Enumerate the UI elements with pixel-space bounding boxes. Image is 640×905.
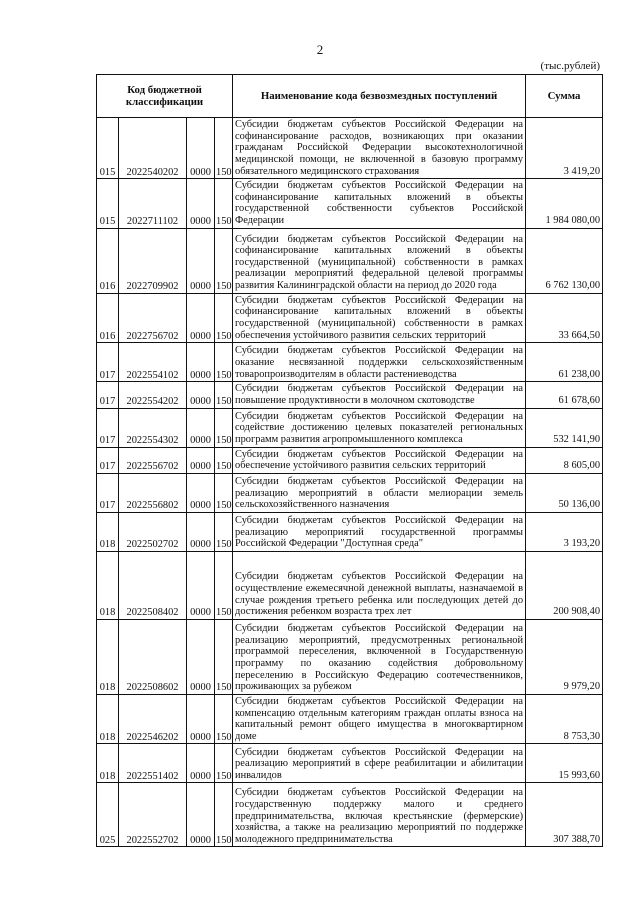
program-code-cell: 0000 [187,179,215,229]
table-row [97,447,603,473]
budget-code-cell: 2022502702 [119,512,187,551]
table-body [97,118,603,847]
budget-code-cell: 2022554302 [119,408,187,447]
program-code-cell: 0000 [187,694,215,744]
table-row [97,118,603,179]
sum-cell: 9 979,20 [526,619,603,694]
description-cell [233,783,526,847]
sum-cell: 8 605,00 [526,447,603,473]
admin-code-cell: 018 [97,619,119,694]
table-row [97,551,603,619]
description-cell [233,179,526,229]
kosgu-code-cell: 150 [215,293,233,343]
budget-code-cell: 2022756702 [119,293,187,343]
table-row [97,512,603,551]
budget-code-cell: 2022709902 [119,228,187,293]
program-code-cell: 0000 [187,512,215,551]
admin-code-cell: 017 [97,447,119,473]
sum-cell: 6 762 130,00 [526,228,603,293]
header-sum: Сумма [526,75,603,118]
description-text: Субсидии бюджетам субъектов Российской Федерации на софинансирование капитальных вложений в объекты государственной (муниципальной) собственности в рамках обеспечения устойчивого развития сельских территорий [235,294,524,341]
table-row [97,744,603,783]
description-text: Субсидии бюджетам субъектов Российской Федерации на содействие достижению целевых показателей региональных программ развития агропромышленного комплекса [235,410,524,445]
kosgu-code-cell: 150 [215,512,233,551]
description-cell [233,551,526,619]
program-code-cell: 0000 [187,228,215,293]
budget-code-cell: 2022540202 [119,118,187,179]
table-row [97,408,603,447]
sum-cell: 200 908,40 [526,551,603,619]
header-name: Наименование кода безвозмездных поступлений [233,75,526,118]
description-text: Субсидии бюджетам субъектов Российской Федерации на оказание несвязанной поддержки сельскохозяйственным товаропроизводителям в области растениеводства [235,345,524,380]
revenue-table [96,74,603,847]
sum-cell: 61 238,00 [526,343,603,382]
table-row [97,382,603,408]
table-row [97,179,603,229]
sum-cell: 1 984 080,00 [526,179,603,229]
kosgu-code-cell: 150 [215,447,233,473]
sum-cell: 50 136,00 [526,473,603,512]
sum-cell: 3 419,20 [526,118,603,179]
admin-code-cell: 017 [97,408,119,447]
admin-code-cell: 015 [97,179,119,229]
admin-code-cell: 025 [97,783,119,847]
kosgu-code-cell: 150 [215,408,233,447]
table-row [97,228,603,293]
program-code-cell: 0000 [187,619,215,694]
sum-cell: 532 141,90 [526,408,603,447]
table-header-row [97,75,603,118]
program-code-cell: 0000 [187,744,215,783]
description-cell [233,619,526,694]
program-code-cell: 0000 [187,118,215,179]
description-cell [233,343,526,382]
budget-code-cell: 2022711102 [119,179,187,229]
sum-cell: 15 993,60 [526,744,603,783]
description-text: Субсидии бюджетам субъектов Российской Федерации на обеспечение устойчивого развития сельских территорий [235,448,524,472]
sum-cell: 3 193,20 [526,512,603,551]
description-text: Субсидии бюджетам субъектов Российской Федерации на компенсацию отдельным категориям граждан оплаты взноса на капитальный ремонт общего имущества в многоквартирном доме [235,695,524,742]
kosgu-code-cell: 150 [215,179,233,229]
program-code-cell: 0000 [187,447,215,473]
kosgu-code-cell: 150 [215,382,233,408]
description-cell [233,447,526,473]
description-text: Субсидии бюджетам субъектов Российской Федерации на реализацию мероприятий, предусмотренных региональной программой переселения, включенной в Государственную программу по оказанию содействия добровольному переселению в Российскую Федерацию соотечественников, проживающих за рубежом [235,623,524,693]
description-cell [233,293,526,343]
budget-code-cell: 2022556702 [119,447,187,473]
description-cell [233,744,526,783]
admin-code-cell: 016 [97,293,119,343]
budget-code-cell: 2022508402 [119,551,187,619]
budget-code-cell: 2022554102 [119,343,187,382]
header-code: Код бюджетной классификации [97,75,233,118]
admin-code-cell: 015 [97,118,119,179]
description-text: Субсидии бюджетам субъектов Российской Федерации на реализацию мероприятий государственной программы Российской Федерации "Доступная среда" [235,514,524,550]
description-cell [233,118,526,179]
program-code-cell: 0000 [187,408,215,447]
description-text: Субсидии бюджетам субъектов Российской Федерации на осуществление ежемесячной денежной выплаты, назначаемой в случае рождения третьего ребенка или последующих детей до достижения ребенком возраста трех лет [235,571,524,618]
description-text: Субсидии бюджетам субъектов Российской Федерации на государственную поддержку малого и среднего предпринимательства, включая крестьянские (фермерские) хозяйства, а также на реализацию мероприятий по поддержке молодежного предпринимательства [235,787,524,845]
admin-code-cell: 018 [97,744,119,783]
budget-code-cell: 2022508602 [119,619,187,694]
budget-code-cell: 2022546202 [119,694,187,744]
admin-code-cell: 017 [97,473,119,512]
budget-code-cell: 2022556802 [119,473,187,512]
kosgu-code-cell: 150 [215,343,233,382]
description-text: Субсидии бюджетам субъектов Российской Федерации на реализацию мероприятий в сфере реабилитации и абилитации инвалидов [235,746,524,781]
admin-code-cell: 016 [97,228,119,293]
sum-cell: 61 678,60 [526,382,603,408]
sum-cell: 33 664,50 [526,293,603,343]
description-cell [233,382,526,408]
admin-code-cell: 018 [97,512,119,551]
kosgu-code-cell: 150 [215,744,233,783]
program-code-cell: 0000 [187,473,215,512]
description-cell [233,512,526,551]
program-code-cell: 0000 [187,551,215,619]
page-number: 2 [316,42,324,57]
kosgu-code-cell: 150 [215,228,233,293]
table-row [97,293,603,343]
table-row [97,694,603,744]
table-row [97,783,603,847]
table-row [97,473,603,512]
program-code-cell: 0000 [187,382,215,408]
description-cell [233,228,526,293]
program-code-cell: 0000 [187,783,215,847]
budget-code-cell: 2022551402 [119,744,187,783]
kosgu-code-cell: 150 [215,619,233,694]
table-row [97,619,603,694]
budget-code-cell: 2022552702 [119,783,187,847]
sum-cell: 307 388,70 [526,783,603,847]
description-text: Субсидии бюджетам субъектов Российской Федерации на софинансирование капитальных вложений в объекты государственной собственности субъектов Российской Федерации [235,180,524,227]
budget-code-cell: 2022554202 [119,382,187,408]
admin-code-cell: 018 [97,551,119,619]
description-text: Субсидии бюджетам субъектов Российской Федерации на софинансирование капитальных вложений в объекты государственной (муниципальной) собственности в рамках реализации мероприятий федеральной целевой программы развития Калининградской области на период до 2020 года [235,233,524,292]
description-text: Субсидии бюджетам субъектов Российской Федерации на софинансирование расходов, возникающих при оказании гражданам Российской Федерации высокотехнологичной медицинской помощи, не включенной в базовую программу обязательного медицинского страхования [235,119,524,177]
program-code-cell: 0000 [187,293,215,343]
kosgu-code-cell: 150 [215,694,233,744]
description-cell [233,694,526,744]
admin-code-cell: 017 [97,382,119,408]
units-label: (тыс.рублей) [540,60,600,72]
sum-cell: 8 753,30 [526,694,603,744]
table-row [97,343,603,382]
admin-code-cell: 018 [97,694,119,744]
program-code-cell: 0000 [187,343,215,382]
admin-code-cell: 017 [97,343,119,382]
description-cell [233,408,526,447]
kosgu-code-cell: 150 [215,551,233,619]
description-text: Субсидии бюджетам субъектов Российской Федерации на реализацию мероприятий в области мелиорации земель сельскохозяйственного назначения [235,475,524,511]
kosgu-code-cell: 150 [215,118,233,179]
kosgu-code-cell: 150 [215,783,233,847]
description-text: Субсидии бюджетам субъектов Российской Федерации на повышение продуктивности в молочном скотоводстве [235,383,524,406]
description-cell [233,473,526,512]
kosgu-code-cell: 150 [215,473,233,512]
